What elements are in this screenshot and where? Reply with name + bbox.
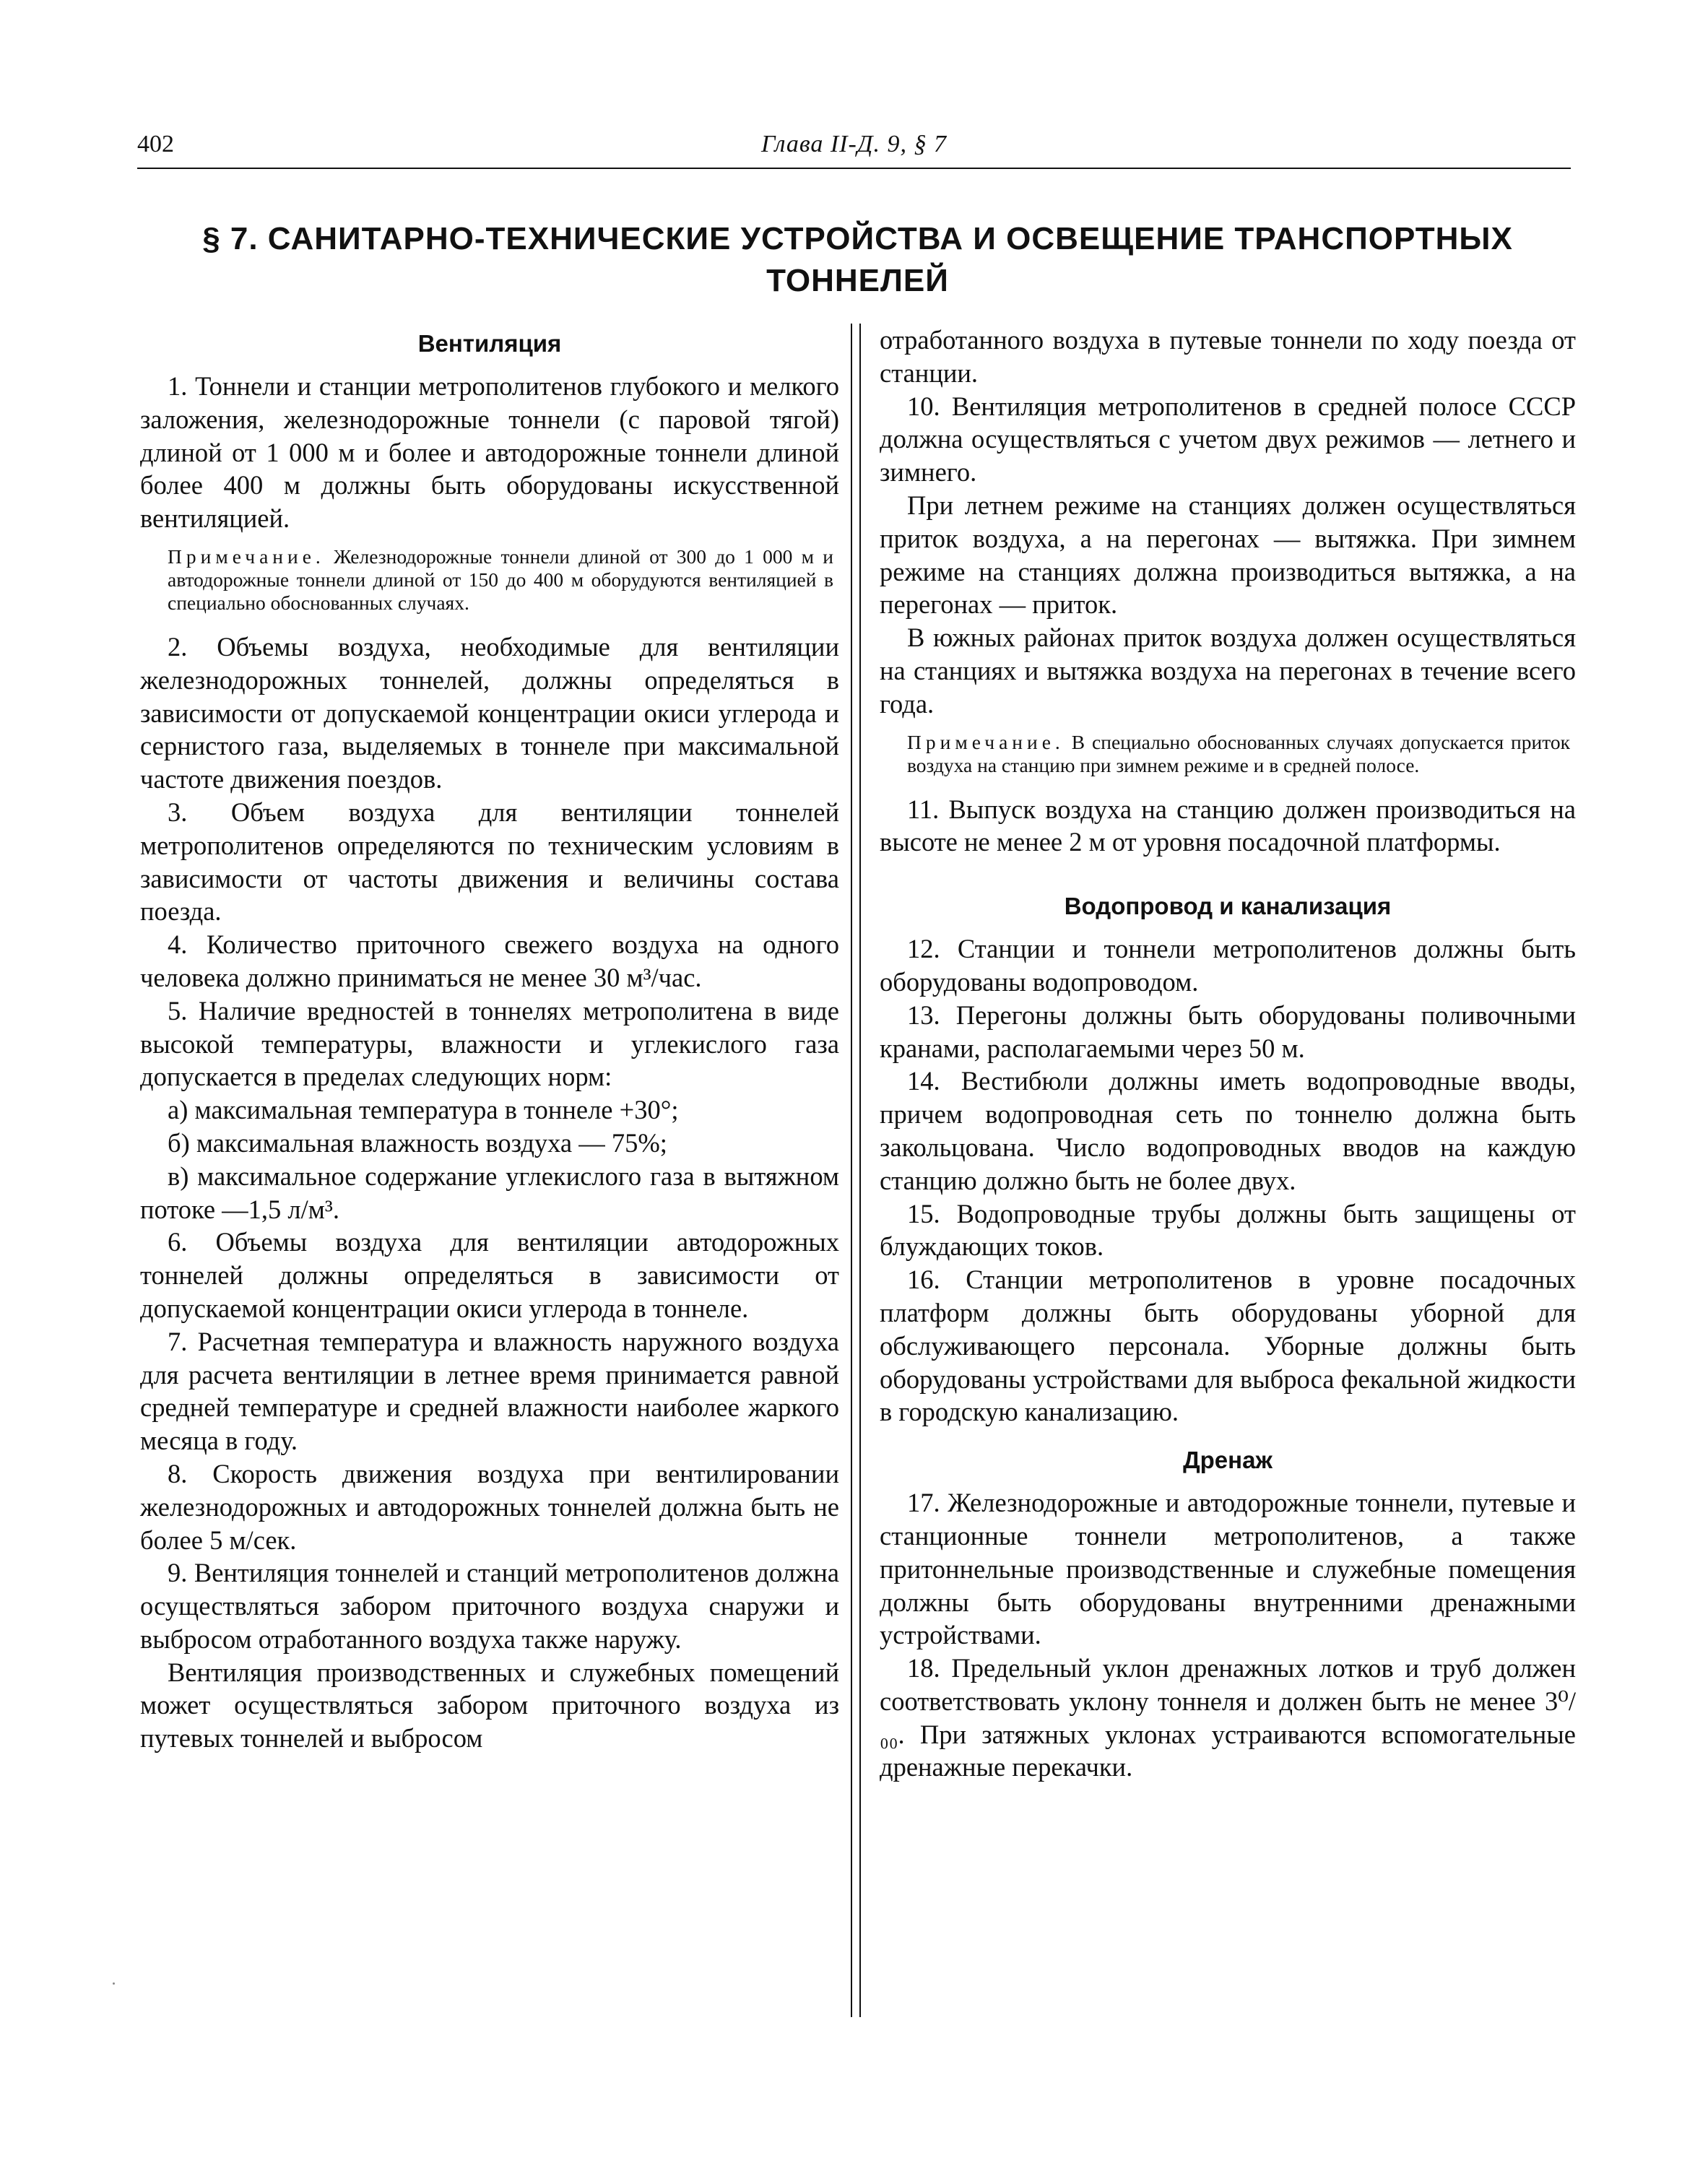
paragraph-18: 18. Предельный уклон дренажных лотков и труб должен соответствовать уклону тоннеля и должен быть не менее 3⁰/₀₀. При затяжных уклонах устраиваются вспомогательные дренажные перекачки.	[880, 1653, 1576, 1782]
heading-drainage: Дренаж	[1183, 1447, 1273, 1474]
paragraph-5a: а) максимальная температура в тоннеле +30°;	[168, 1095, 679, 1125]
column-divider	[851, 324, 861, 2017]
note-2	[880, 731, 1576, 777]
section-title-line-2: ТОННЕЛЕЙ	[766, 263, 949, 298]
paragraph-5c: в) максимальное содержание углекислого газа в вытяжном потоке —1,5 л/м³.	[140, 1161, 839, 1224]
paragraph-4: 4. Количество приточного свежего воздуха на одного человека должно приниматься не менее 30 м³/час.	[140, 929, 839, 992]
paragraph-17: 17. Железнодорожные и автодорожные тоннели, путевые и станционные тоннели метрополитенов, а также притоннельные производственные и служебные помещения должны быть оборудованы внутренними дренажными устройствами.	[880, 1488, 1576, 1650]
right-column	[880, 324, 1576, 1784]
paragraph-5b: б) максимальная влажность воздуха — 75%;	[168, 1127, 667, 1158]
heading-water-supply: Водопровод и канализация	[1064, 893, 1392, 920]
paragraph-16: 16. Станции метрополитенов в уровне посадочных платформ должны быть оборудованы уборной для обслуживающего персонала. Уборные должны быть оборудованы устройствами для выброса фекальной жидкости в городскую канализацию.	[880, 1265, 1576, 1427]
paragraph-10b: При летнем режиме на станциях должен осуществляться приток воздуха, а на перегонах — вытяжка. При зимнем режиме на станциях должна производиться вытяжка, а на перегонах — приток.	[880, 490, 1576, 620]
heading-ventilation: Вентиляция	[417, 330, 562, 357]
paragraph-5: 5. Наличие вредностей в тоннелях метрополитена в виде высокой температуры, влажности и углекислого газа допускается в пределах следующих норм:	[140, 995, 839, 1092]
section-title	[144, 218, 1571, 302]
paragraph-10: 10. Вентиляция метрополитенов в средней полосе СССР должна осуществляться с учетом двух режимов — летнего и зимнего.	[880, 391, 1576, 487]
paragraph-15: 15. Водопроводные трубы должны быть защищены от блуждающих токов.	[880, 1198, 1576, 1262]
paragraph-10c: В южных районах приток воздуха должен осуществляться на станциях и вытяжка воздуха на перегонах в течение всего года.	[880, 623, 1576, 719]
running-head	[137, 129, 1571, 169]
note-2-text: В специально обоснованных случаях допускается приток воздуха на станцию при зимнем режиме и в средней полосе.	[907, 730, 1570, 776]
chapter-reference: Глава II-Д. 9, § 7	[761, 131, 947, 157]
note-1-text: Железнодорожные тоннели длиной от 300 до 1 000 м и автодорожные тоннели длиной от 150 до 400 м оборудуются вентиляцией в специально обоснованных случаях.	[168, 545, 833, 614]
page-number: 402	[137, 131, 174, 157]
note-2-label: Примечание.	[907, 730, 1065, 753]
left-column	[140, 324, 839, 1755]
paragraph-13: 13. Перегоны должны быть оборудованы поливочными кранами, располагаемыми через 50 м.	[880, 1000, 1576, 1063]
paragraph-9b: Вентиляция производственных и служебных помещений может осуществляться забором приточного воздуха из путевых тоннелей и выбросом	[140, 1657, 839, 1754]
paragraph-9: 9. Вентиляция тоннелей и станций метрополитенов должна осуществляться забором приточного воздуха снаружи и выбросом отработанного воздуха также наружу.	[140, 1558, 839, 1654]
paragraph-1: 1. Тоннели и станции метрополитенов глубокого и мелкого заложения, железнодорожные тоннели (с паровой тягой) длиной от 1 000 м и более и автодорожные тоннели длиной более 400 м должны быть оборудованы искусственной вентиляцией.	[140, 371, 839, 534]
header-rule	[137, 168, 1571, 169]
paragraph-6: 6. Объемы воздуха для вентиляции автодорожных тоннелей должны определяться в зависимости от допускаемой концентрации окиси углерода в тоннеле.	[140, 1227, 839, 1323]
paragraph-8: 8. Скорость движения воздуха при вентилировании железнодорожных и автодорожных тоннелей должна быть не более 5 м/сек.	[140, 1458, 839, 1555]
paragraph-12: 12. Станции и тоннели метрополитенов должны быть оборудованы водопроводом.	[880, 934, 1576, 997]
section-title-line-1: § 7. САНИТАРНО-ТЕХНИЧЕСКИЕ УСТРОЙСТВА И ОСВЕЩЕНИЕ ТРАНСПОРТНЫХ	[202, 221, 1513, 256]
print-speck	[113, 1982, 115, 1985]
paragraph-9-continued: отработанного воздуха в путевые тоннели по ходу поезда от станции.	[880, 325, 1576, 388]
note-1-label: Примечание.	[168, 545, 325, 568]
paragraph-2: 2. Объемы воздуха, необходимые для вентиляции железнодорожных тоннелей, должны определяться в зависимости от допускаемой концентрации окиси углерода и сернистого газа, выделяемых в тоннеле при максимальной частоте движения поездов.	[140, 631, 839, 794]
paragraph-3: 3. Объем воздуха для вентиляции тоннелей метрополитенов определяются по техническим условиям в зависимости от частоты движения и величины состава поезда.	[140, 797, 839, 927]
paragraph-7: 7. Расчетная температура и влажность наружного воздуха для расчета вентиляции в летнее время принимается равной средней температуре и средней влажности наиболее жаркого месяца в году.	[140, 1326, 839, 1456]
paragraph-14: 14. Вестибюли должны иметь водопроводные вводы, причем водопроводная сеть по тоннелю должна быть закольцована. Число водопроводных вводов на каждую станцию должно быть не более двух.	[880, 1066, 1576, 1195]
note-1	[140, 545, 839, 615]
paragraph-11: 11. Выпуск воздуха на станцию должен производиться на высоте не менее 2 м от уровня посадочной платформы.	[880, 794, 1576, 857]
